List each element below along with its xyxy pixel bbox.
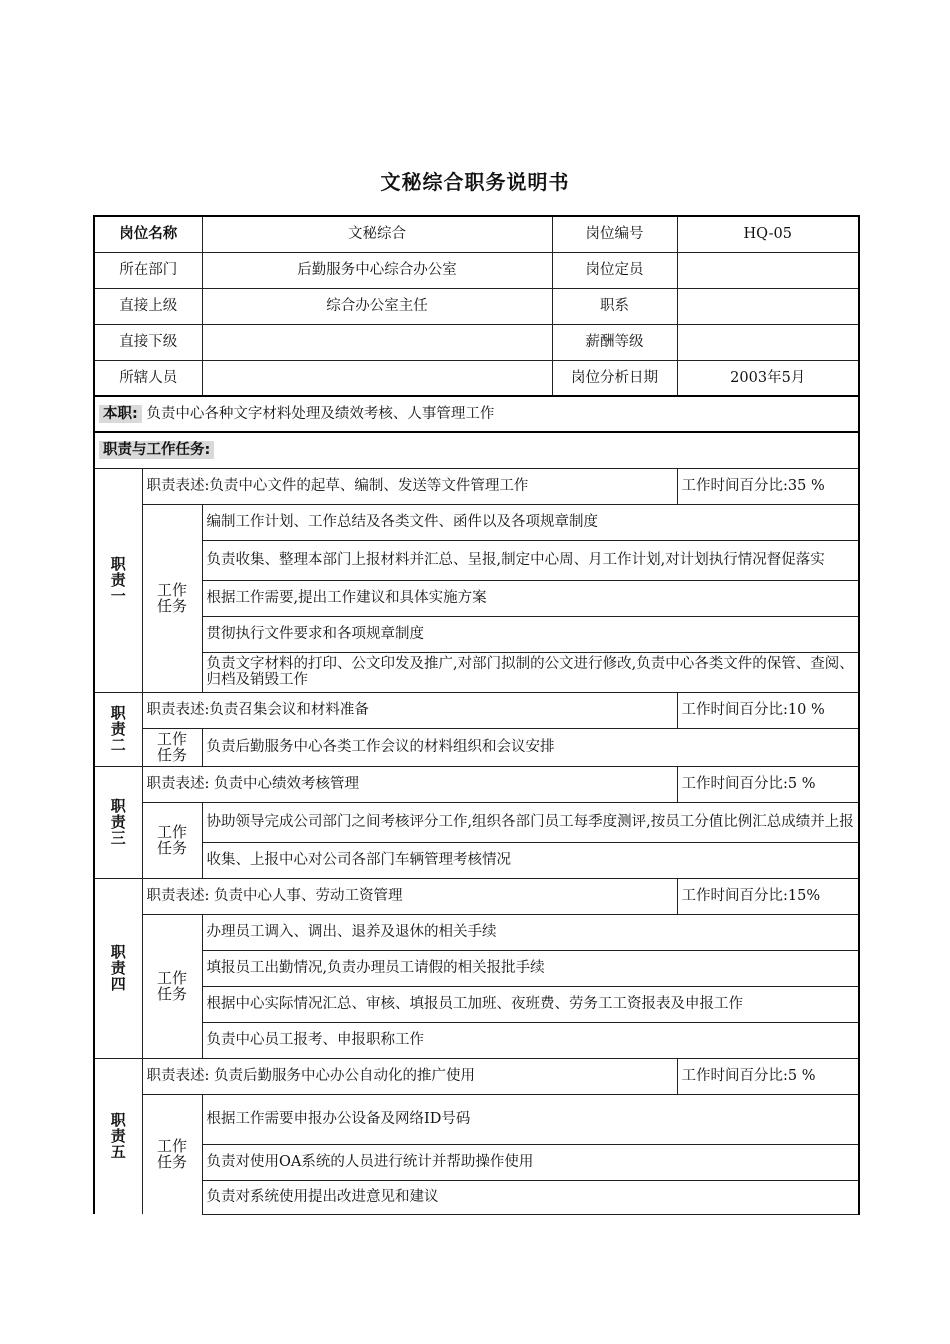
value-job-family [677, 288, 859, 324]
task-item: 收集、上报中心对公司各部门车辆管理考核情况 [202, 842, 859, 878]
duty-name: 职 责 三 [94, 766, 142, 878]
task-label: 工作 任务 [142, 914, 202, 1058]
value-position-name: 文秘综合 [202, 216, 552, 252]
duty-percent: 工作时间百分比:5 % [677, 766, 859, 802]
task-item: 负责对使用OA系统的人员进行统计并帮助操作使用 [202, 1144, 859, 1180]
label-position-name: 岗位名称 [94, 216, 202, 252]
duty-percent: 工作时间百分比:5 % [677, 1058, 859, 1094]
task-item: 贯彻执行文件要求和各项规章制度 [202, 616, 859, 652]
task-item: 根据工作需要,提出工作建议和具体实施方案 [202, 580, 859, 616]
task-item: 负责收集、整理本部门上报材料并汇总、呈报,制定中心周、月工作计划,对计划执行情况督促落实 [202, 540, 859, 580]
label-position-code: 岗位编号 [552, 216, 677, 252]
main-duty-label: 本职: [99, 405, 142, 423]
task-item: 负责中心员工报考、申报职称工作 [202, 1022, 859, 1058]
task-item: 编制工作计划、工作总结及各类文件、函件以及各项规章制度 [202, 504, 859, 540]
duty-name: 职 责 五 [94, 1058, 142, 1214]
task-label: 工作 任务 [142, 802, 202, 878]
task-item: 填报员工出勤情况,负责办理员工请假的相关报批手续 [202, 950, 859, 986]
duty-statement: 职责表述: 负责中心人事、劳动工资管理 [142, 878, 677, 914]
label-salary-grade: 薪酬等级 [552, 324, 677, 360]
duty-statement: 职责表述:负责召集会议和材料准备 [142, 692, 677, 728]
value-salary-grade [677, 324, 859, 360]
duties-header: 职责与工作任务: [99, 441, 214, 459]
label-headcount: 岗位定员 [552, 252, 677, 288]
duty-percent: 工作时间百分比:35 % [677, 468, 859, 504]
task-label: 工作 任务 [142, 728, 202, 766]
task-item: 负责对系统使用提出改进意见和建议 [202, 1180, 859, 1214]
duty-statement: 职责表述:负责中心文件的起草、编制、发送等文件管理工作 [142, 468, 677, 504]
value-analysis-date: 2003年5月 [677, 360, 859, 396]
value-headcount [677, 252, 859, 288]
label-direct-superior: 直接上级 [94, 288, 202, 324]
value-direct-superior: 综合办公室主任 [202, 288, 552, 324]
label-staff-managed: 所辖人员 [94, 360, 202, 396]
label-analysis-date: 岗位分析日期 [552, 360, 677, 396]
task-item: 根据工作需要申报办公设备及网络ID号码 [202, 1094, 859, 1144]
task-item: 根据中心实际情况汇总、审核、填报员工加班、夜班费、劳务工工资报表及申报工作 [202, 986, 859, 1022]
duty-statement: 职责表述: 负责中心绩效考核管理 [142, 766, 677, 802]
duty-percent: 工作时间百分比:10 % [677, 692, 859, 728]
duty-name: 职 责 一 [94, 468, 142, 692]
label-department: 所在部门 [94, 252, 202, 288]
value-direct-subordinate [202, 324, 552, 360]
duty-statement: 职责表述: 负责后勤服务中心办公自动化的推广使用 [142, 1058, 677, 1094]
value-staff-managed [202, 360, 552, 396]
task-label: 工作 任务 [142, 504, 202, 692]
value-position-code: HQ-05 [677, 216, 859, 252]
main-duty-text: 负责中心各种文字材料处理及绩效考核、人事管理工作 [146, 406, 495, 422]
duty-name: 职 责 二 [94, 692, 142, 766]
duties-header-row [94, 432, 859, 468]
main-duty-row [94, 396, 859, 432]
task-item: 负责文字材料的打印、公文印发及推广,对部门拟制的公文进行修改,负责中心各类文件的保管、查阅、归档及销毁工作 [202, 652, 859, 692]
duty-name: 职 责 四 [94, 878, 142, 1058]
value-department: 后勤服务中心综合办公室 [202, 252, 552, 288]
duty-percent: 工作时间百分比:15% [677, 878, 859, 914]
document-title: 文秘综合职务说明书 [380, 170, 570, 194]
task-item: 协助领导完成公司部门之间考核评分工作,组织各部门员工每季度测评,按员工分值比例汇总成绩并上报 [202, 802, 859, 842]
label-direct-subordinate: 直接下级 [94, 324, 202, 360]
task-item: 办理员工调入、调出、退养及退休的相关手续 [202, 914, 859, 950]
task-item: 负责后勤服务中心各类工作会议的材料组织和会议安排 [202, 728, 859, 766]
label-job-family: 职系 [552, 288, 677, 324]
task-label: 工作 任务 [142, 1094, 202, 1214]
job-description-table [93, 215, 860, 1215]
